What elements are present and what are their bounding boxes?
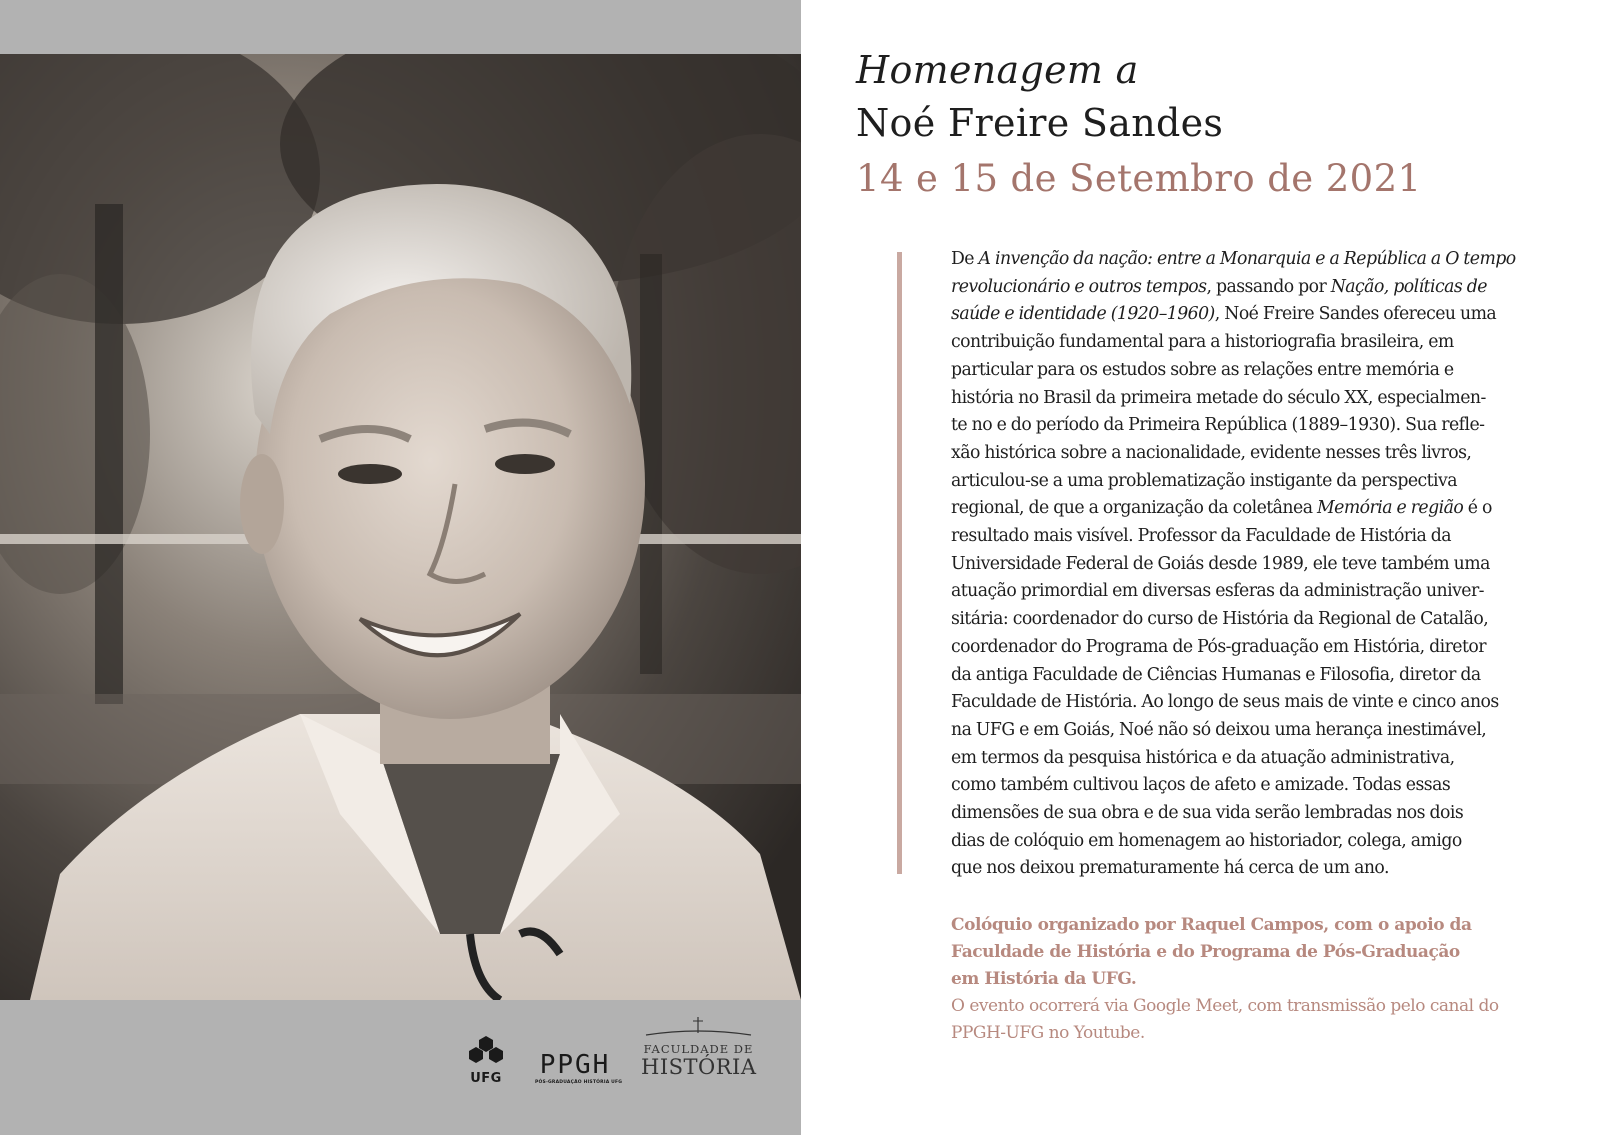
text-segment: articulou-se a uma problematização instigante da perspectiva [951, 470, 1457, 491]
description-line [951, 246, 1567, 274]
description-line [951, 634, 1567, 662]
description-line [951, 385, 1567, 413]
description-line [951, 523, 1567, 551]
building-icon [641, 1015, 756, 1037]
text-segment: na UFG e em Goiás, Noé não só deixou uma herança inestimável, [951, 719, 1487, 740]
text-segment: coordenador do Programa de Pós-graduação em História, diretor [951, 636, 1486, 657]
book-title: A invenção da nação: entre a Monarquia e a República a O tempo [978, 249, 1516, 269]
description-line [951, 717, 1567, 745]
description-paragraph [951, 246, 1567, 883]
text-segment: , Noé Freire Sandes ofereceu uma [1214, 304, 1497, 325]
text-segment: é o [1463, 498, 1492, 519]
description-line [951, 301, 1567, 329]
title-homenagem: Homenagem a [856, 48, 1139, 92]
text-segment: te no e do período da Primeira República (1889–1930). Sua refle- [951, 415, 1485, 436]
description-line [951, 855, 1567, 883]
event-info-line: PPGH-UFG no Youtube. [951, 1023, 1145, 1043]
description-line [951, 357, 1567, 385]
text-segment: que nos deixou prematuramente há cerca de um ano. [951, 858, 1389, 879]
ppgh-logo-text: PPGH [539, 1050, 611, 1080]
text-segment: como também cultivou laços de afeto e amizade. Todas essas [951, 775, 1451, 796]
organizer-note [951, 912, 1571, 993]
text-segment: Universidade Federal de Goiás desde 1989, ele teve também uma [951, 553, 1490, 574]
description-line [951, 551, 1567, 579]
description-line [951, 772, 1567, 800]
description-line [951, 412, 1567, 440]
text-segment: dimensões de sua obra e de sua vida serão lembradas nos dois [951, 803, 1464, 824]
historia-text: HISTÓRIA [641, 1055, 757, 1079]
ppgh-logo-subtitle: PÓS-GRADUAÇÃO HISTÓRIA UFG [535, 1080, 623, 1085]
text-segment: Faculdade de História. Ao longo de seus mais de vinte e cinco anos [951, 692, 1499, 713]
description-line [951, 662, 1567, 690]
text-segment: resultado mais visível. Professor da Faculdade de História da [951, 526, 1452, 547]
ufg-hexagon-icon [466, 1035, 506, 1065]
event-info-line: O evento ocorrerá via Google Meet, com transmissão pelo canal do [951, 996, 1499, 1016]
right-panel [801, 0, 1600, 1135]
text-segment: em termos da pesquisa histórica e da atuação administrativa, [951, 747, 1455, 768]
text-segment: particular para os estudos sobre as relações entre memória e [951, 359, 1454, 380]
text-segment: atuação primordial em diversas esferas da administração univer- [951, 581, 1484, 602]
text-segment: história no Brasil da primeira metade do século XX, especialmen- [951, 387, 1486, 408]
title-name: Noé Freire Sandes [856, 101, 1224, 145]
description-line [951, 468, 1567, 496]
organizer-line: Colóquio organizado por Raquel Campos, com o apoio da [951, 915, 1472, 935]
ufg-logo [465, 1035, 507, 1086]
description-line [951, 745, 1567, 773]
event-info-note [951, 993, 1581, 1047]
text-segment: De [951, 249, 979, 269]
description-line [951, 606, 1567, 634]
faculdade-de-text: FACULDADE DE [643, 1042, 754, 1056]
portrait-photo [0, 54, 801, 1000]
description-line [951, 689, 1567, 717]
description-line [951, 495, 1567, 523]
text-segment: contribuição fundamental para a historiografia brasileira, em [951, 332, 1454, 353]
faculdade-historia-logo [641, 1015, 756, 1078]
description-line [951, 329, 1567, 357]
description-line [951, 578, 1567, 606]
accent-bar [897, 252, 902, 874]
description-line [951, 828, 1567, 856]
book-title: revolucionário e outros tempos [951, 276, 1207, 297]
description-line [951, 800, 1567, 828]
text-segment: regional, de que a organização da coletânea [951, 498, 1317, 519]
description-line [951, 274, 1567, 302]
event-date: 14 e 15 de Setembro de 2021 [856, 157, 1422, 200]
text-segment: dias de colóquio em homenagem ao historiador, colega, amigo [951, 830, 1462, 851]
portrait-illustration [0, 54, 801, 1000]
ppgh-logo [535, 1050, 623, 1085]
text-segment: sitária: coordenador do curso de História da Regional de Catalão, [951, 609, 1489, 630]
description-line [951, 440, 1567, 468]
logo-bar [465, 1010, 765, 1090]
organizer-line: em História da UFG. [951, 969, 1137, 989]
text-segment: da antiga Faculdade de Ciências Humanas e Filosofia, diretor da [951, 664, 1481, 685]
book-title: Nação, políticas de [1330, 276, 1487, 297]
organizer-line: Faculdade de História e do Programa de Pós-Graduação [951, 942, 1460, 962]
book-title: Memória e região [1317, 498, 1464, 519]
text-segment: , passando por [1206, 276, 1331, 297]
text-segment: xão histórica sobre a nacionalidade, evidente nesses três livros, [951, 442, 1472, 463]
book-title: saúde e identidade (1920–1960) [951, 304, 1215, 325]
ufg-logo-text: UFG [470, 1071, 502, 1086]
